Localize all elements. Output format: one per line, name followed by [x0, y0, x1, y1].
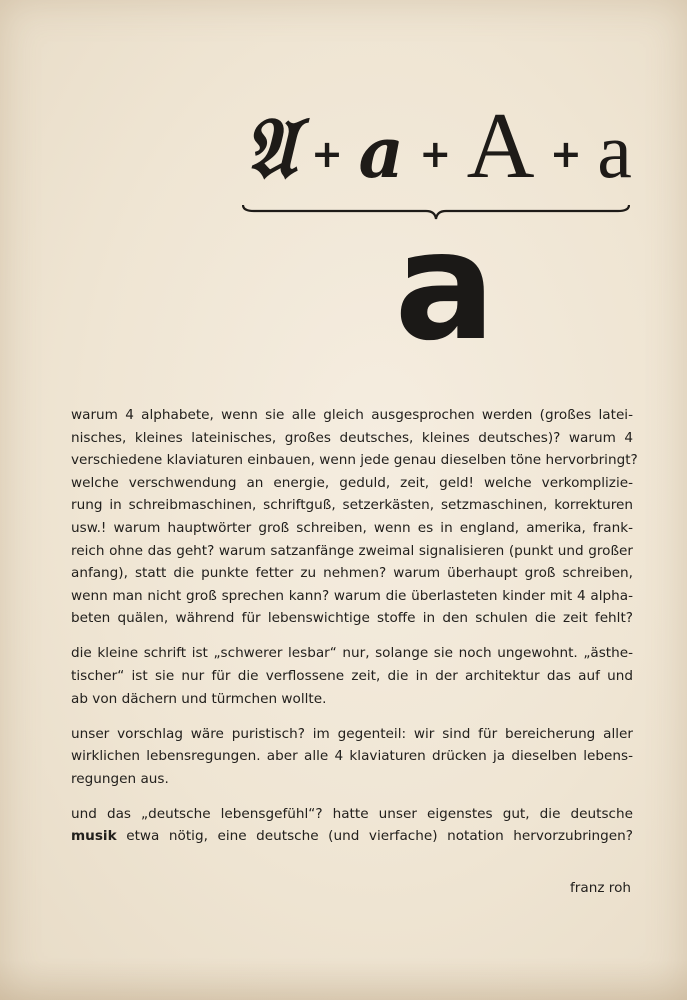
text-line: welche verschwendung an energie, geduld, zeit, geld! welche verkomplizie- — [71, 474, 633, 491]
text-line — [71, 825, 633, 848]
manifesto-text — [71, 404, 638, 860]
emphasized-word: musik — [71, 828, 117, 845]
plus-sign: + — [549, 132, 582, 176]
text-line: regungen aus. — [71, 770, 169, 787]
text-line: verschiedene klaviaturen einbauen, wenn jede genau dieselben töne hervorbringt? — [71, 452, 638, 469]
text-line: tischer“ ist sie nur für die verflossene zeit, die in der architektur das auf und — [71, 667, 633, 684]
fraktur-small-a: a — [358, 111, 404, 194]
result-letter: a — [394, 200, 492, 374]
alphabet-equation — [242, 92, 632, 202]
author-signature: franz roh — [570, 880, 631, 896]
paragraph — [71, 404, 638, 630]
text-line: nisches, kleines lateinisches, großes deutsches, kleines deutsches)? warum 4 — [71, 429, 633, 446]
paragraph — [71, 723, 633, 791]
text-line-rest: etwa nötig, eine deutsche (und vierfache) notation hervorzubringen? — [116, 828, 633, 845]
text-line: die kleine schrift ist „schwerer lesbar“ nur, solange sie noch ungewohnt. „ästhe- — [71, 645, 633, 662]
text-line: usw.! warum hauptwörter groß schreiben, wenn es in england, amerika, frank- — [71, 519, 633, 536]
text-line: reich ohne das geht? warum satzanfänge zweimal signalisieren (punkt und großer — [71, 542, 633, 559]
text-line: anfang), statt die punkte fetter zu nehmen? warum überhaupt groß schreiben, — [71, 565, 633, 582]
paragraph — [71, 642, 633, 710]
latin-capital-a: A — [466, 94, 535, 198]
text-line: ab von dächern und türmchen wollte. — [71, 690, 327, 707]
text-line: beten quälen, während für lebenswichtige stoffe in den schulen die zeit fehlt? — [71, 610, 633, 627]
text-line: rung in schreibmaschinen, schriftguß, setzerkästen, setzmaschinen, korrekturen — [71, 497, 633, 514]
paragraph — [71, 803, 633, 848]
text-line: unser vorschlag wäre puristisch? im gegenteil: wir sind für bereicherung aller — [71, 725, 633, 742]
text-line: wirklichen lebensregungen. aber alle 4 klaviaturen drücken ja dieselben lebens- — [71, 748, 633, 765]
text-line: und das „deutsche lebensgefühl“? hatte unser eigenstes gut, die deutsche — [71, 805, 633, 822]
text-line: wenn man nicht groß sprechen kann? warum die überlasteten kinder mit 4 alpha- — [71, 587, 633, 604]
plus-sign: + — [419, 132, 452, 176]
fraktur-capital-a: 𝔄 — [243, 98, 295, 197]
text-line: warum 4 alphabete, wenn sie alle gleich ausgesprochen werden (großes latei- — [71, 407, 633, 423]
plus-sign: + — [311, 132, 344, 176]
latin-small-a: a — [597, 107, 632, 194]
